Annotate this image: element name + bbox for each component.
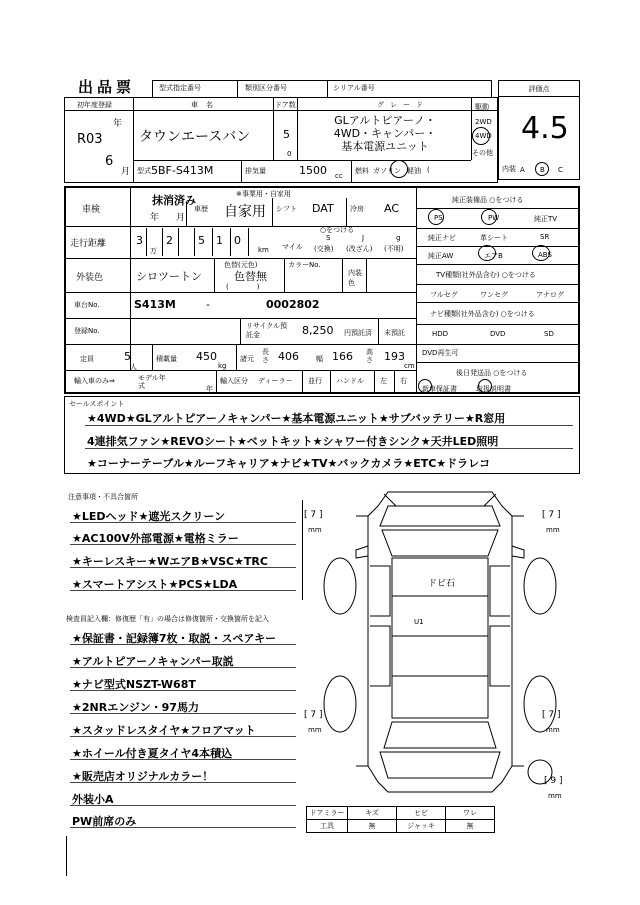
displacement-value: 1500 bbox=[299, 164, 327, 177]
sales-point-line-1: ★4WD★GLアルトピアーノキャンパー★基本電源ユニット★サブバッテリー★R窓用 bbox=[87, 412, 506, 425]
handle-left: 左 bbox=[380, 377, 387, 385]
inspection-line-2: ★アルトピアーノキャンパー取説 bbox=[72, 655, 234, 668]
chassis-dash: - bbox=[206, 298, 210, 311]
sales-points-title: セールスポイント bbox=[69, 400, 125, 408]
tire-fr-value: 7 bbox=[548, 510, 555, 520]
length-label: 長さ bbox=[262, 348, 269, 364]
header-id-fields bbox=[152, 80, 492, 98]
interior-b: B bbox=[540, 166, 545, 174]
length-value: 406 bbox=[278, 350, 299, 363]
fuel-gasoline: ガソリン bbox=[373, 167, 401, 175]
legend-jack-value: 無 bbox=[446, 820, 495, 833]
equip-tv: 純正TV bbox=[534, 215, 558, 223]
navi-hdd: HDD bbox=[432, 330, 449, 338]
ac-value: AC bbox=[384, 202, 400, 215]
load-unit: kg bbox=[218, 362, 227, 370]
chassis-number: 0002802 bbox=[266, 298, 320, 311]
load-label: 積載量 bbox=[156, 355, 177, 363]
original-color-value: 色替無 bbox=[234, 270, 267, 283]
handle-right: 右 bbox=[400, 377, 407, 385]
grade-value bbox=[305, 114, 465, 153]
inspection-line-7: ★販売店オリジナルカラー！ bbox=[72, 770, 214, 783]
tire-fl-value: 7 bbox=[310, 510, 317, 520]
tire-fr: [ 7 ] bbox=[542, 510, 561, 520]
exterior-color-label: 外装色 bbox=[76, 273, 104, 283]
inspection-line-6: ★ホイール付き夏タイヤ4本積込 bbox=[72, 747, 233, 760]
fuel-label: 燃料 bbox=[355, 167, 369, 175]
fuel-diesel: 軽油 bbox=[407, 167, 421, 175]
import-parallel: 並行 bbox=[308, 377, 322, 385]
tv-type-title: TV種類(社外品含む) ○をつける bbox=[436, 271, 536, 279]
inspection-line-3: ★ナビ型式NSZT-W68T bbox=[72, 678, 196, 691]
car-name-label: 車名 bbox=[191, 101, 221, 109]
mileage-digit-1: 3 bbox=[136, 234, 143, 247]
import-route-label: 輸入区分 bbox=[220, 377, 248, 385]
sales-point-line-3: ★コーナーテーブル★ルーフキャリア★ナビ★TV★バックカメラ★ETC★ドラレコ bbox=[87, 457, 491, 470]
shaken-label: 車検 bbox=[82, 205, 101, 215]
drive-4wd: 4WD bbox=[475, 132, 492, 140]
tv-fullseg: フルセグ bbox=[430, 291, 458, 299]
year-era: R03 bbox=[77, 132, 103, 147]
equip-ps: PS bbox=[434, 214, 443, 222]
navi-dvd: DVD bbox=[490, 330, 506, 338]
shift-label: シフト bbox=[276, 205, 297, 213]
shaken-month: 月 bbox=[176, 213, 186, 223]
inspection-line-4: ★2NRエンジン・97馬力 bbox=[72, 701, 199, 714]
equip-ps-circle bbox=[428, 209, 444, 225]
year-mark: 年 bbox=[113, 119, 123, 129]
tire-fl-unit: mm bbox=[308, 526, 322, 534]
tire-rl-value: 7 bbox=[310, 710, 317, 720]
recycle-unit: 円預託済 bbox=[344, 329, 372, 337]
doors-value: 5 bbox=[283, 128, 290, 141]
post-shipping-title: 後日発送品 ○をつける bbox=[456, 369, 528, 377]
model-year-unit: 年 bbox=[206, 385, 213, 393]
mileage-digit-3: 5 bbox=[198, 234, 205, 247]
tv-oneseg: ワンセグ bbox=[480, 291, 508, 299]
legend-header-crack: ヒビ bbox=[397, 807, 446, 820]
mileage-opt-exchange: S bbox=[326, 234, 331, 242]
exterior-color-value: シロツートン bbox=[136, 270, 202, 283]
note-line-4: ★スマートアシスト★PCS★LDA bbox=[72, 578, 238, 591]
history-label: 車歴 bbox=[194, 205, 208, 213]
navi-type-title: ナビ種類(社外品含む) ○をつける bbox=[430, 310, 535, 318]
tire-rl: [ 7 ] bbox=[304, 710, 323, 720]
history-value: 自家用 bbox=[224, 204, 266, 220]
spare-tire-unit: mm bbox=[548, 792, 562, 800]
height-value: 193 bbox=[384, 350, 405, 363]
ac-label: 冷房 bbox=[350, 205, 364, 213]
mileage-label: 走行距離 bbox=[70, 239, 107, 249]
mileage-digit-4: 1 bbox=[216, 234, 223, 247]
capacity-unit: 人 bbox=[130, 363, 137, 371]
recycle-unpaid: 未預託 bbox=[384, 329, 405, 337]
tire-rr-value: 7 bbox=[548, 710, 555, 720]
fuel-gasoline-circle bbox=[390, 160, 408, 178]
mileage-opt-unknown: g bbox=[396, 234, 401, 242]
equip-navi: 純正ナビ bbox=[428, 234, 456, 242]
tv-analog: アナログ bbox=[536, 291, 564, 299]
size-label: 諸元 bbox=[240, 355, 254, 363]
damage-mark-mid: U1 bbox=[414, 618, 424, 626]
drive-4wd-circle bbox=[472, 127, 490, 145]
equip-pw-circle bbox=[481, 209, 500, 225]
post-warranty-circle bbox=[418, 379, 432, 393]
doors-label: ドア数 bbox=[275, 101, 296, 109]
navi-sd: SD bbox=[544, 330, 554, 338]
grade-line-3: 基本電源ユニット bbox=[341, 140, 429, 153]
equip-airbag: エアB bbox=[484, 252, 503, 260]
grade-line-1: GLアルトピアーノ・ bbox=[334, 114, 436, 127]
legend-jack: ジャッキ bbox=[397, 820, 446, 833]
displacement-unit: cc bbox=[335, 172, 343, 180]
displacement-label: 排気量 bbox=[245, 167, 266, 175]
car-name: タウンエースバン bbox=[139, 129, 251, 145]
import-label: 輸入車のみ⇒ bbox=[74, 377, 115, 385]
tire-rr-unit: mm bbox=[546, 726, 560, 734]
equip-abs-circle bbox=[532, 245, 550, 261]
inspection-box bbox=[62, 624, 302, 836]
model-value: 5BF-S413M bbox=[151, 164, 214, 177]
load-value: 450 bbox=[196, 350, 217, 363]
notes-box bbox=[62, 500, 303, 600]
height-label: 高さ bbox=[366, 348, 373, 364]
drive-other: その他 bbox=[472, 149, 493, 157]
grade-label: グレード bbox=[377, 101, 429, 109]
equipment-title: 純正装備品 ○をつける bbox=[452, 196, 524, 204]
tire-rl-unit: mm bbox=[308, 726, 322, 734]
serial-number-label: シリアル番号 bbox=[333, 84, 375, 92]
mileage-unit-km: km bbox=[258, 246, 269, 254]
legend-header-break: ワレ bbox=[446, 807, 495, 820]
score-value: 4.5 bbox=[521, 111, 569, 146]
shaken-year: 年 bbox=[150, 213, 160, 223]
interior-b-circle bbox=[535, 162, 549, 176]
equip-airbag-circle bbox=[478, 245, 496, 261]
capacity-label: 定員 bbox=[80, 355, 94, 363]
spare-tire-value: 9 bbox=[550, 776, 557, 786]
note-line-1: ★LEDヘッド★遮光スクリーン bbox=[72, 510, 226, 523]
inspection-line-8: 外装小A bbox=[72, 793, 114, 806]
page-title: 出品票 bbox=[78, 78, 136, 96]
car-body-diagram bbox=[300, 486, 580, 816]
mileage-opt-tamper-label: (改ざん) bbox=[346, 245, 373, 253]
original-color-label: 色替(元色) bbox=[224, 261, 258, 269]
sales-point-line-2: 4連排気ファン★REVOシート★ベットキット★シャワー付きシンク★天井LED照明 bbox=[87, 435, 499, 448]
interior-c: C bbox=[558, 166, 563, 174]
color-number-label: カラーNo. bbox=[288, 261, 321, 269]
inspection-line-9: PW前席のみ bbox=[72, 815, 137, 828]
legend-tools: 工具 bbox=[307, 820, 348, 833]
registration-label: 登録No. bbox=[74, 327, 100, 335]
chassis-model: S413M bbox=[134, 298, 176, 311]
import-dealer: ディーラー bbox=[258, 377, 293, 385]
size-unit: cm bbox=[404, 362, 415, 370]
month-mark: 月 bbox=[121, 167, 131, 177]
drive-label: 駆動 bbox=[475, 103, 489, 111]
history-note: ※事業用・自家用 bbox=[236, 190, 291, 198]
left-margin-line bbox=[66, 836, 67, 876]
interior-color-label: 内装色 bbox=[348, 269, 362, 287]
tire-fl: [ 7 ] bbox=[304, 510, 323, 520]
shift-value: DAT bbox=[312, 202, 334, 215]
first-registration-label: 初年度登録 bbox=[77, 101, 112, 109]
post-manual-circle bbox=[478, 379, 492, 393]
notes-title: 注意事項・不具合箇所 bbox=[68, 493, 138, 501]
mile-label: マイル bbox=[282, 243, 303, 251]
doors-sub: 0 bbox=[287, 150, 292, 158]
tire-fr-unit: mm bbox=[546, 526, 560, 534]
score-label: 評価点 bbox=[528, 85, 550, 93]
model-label: 型式 bbox=[137, 167, 151, 175]
equip-leather: 革シート bbox=[480, 234, 508, 242]
shaken-value: 抹消済み bbox=[152, 194, 196, 207]
width-label: 幅 bbox=[316, 355, 323, 363]
month-value: 6 bbox=[105, 154, 114, 169]
sales-points-box bbox=[64, 396, 580, 474]
recycle-value: 8,250 bbox=[302, 324, 334, 337]
note-line-2: ★AC100V外部電源★電格ミラー bbox=[72, 532, 239, 545]
main-spec-table bbox=[64, 186, 580, 394]
original-color-paren: ( ) bbox=[226, 283, 260, 291]
chassis-label: 車台No. bbox=[74, 301, 100, 309]
grade-line-2: 4WD・キャンパー・ bbox=[333, 127, 437, 140]
model-year-label: モデル年式 bbox=[138, 374, 166, 390]
equip-aw: 純正AW bbox=[428, 252, 454, 260]
width-value: 166 bbox=[332, 350, 353, 363]
equip-pw: PW bbox=[488, 214, 500, 222]
dvd-playable: DVD再生可 bbox=[422, 349, 459, 357]
mileage-opt-exchange-label: (交換) bbox=[314, 245, 334, 253]
equip-sr: SR bbox=[540, 233, 550, 241]
mileage-unit-man: 万 bbox=[150, 247, 157, 255]
tire-rr: [ 7 ] bbox=[542, 710, 561, 720]
mileage-digit-5: 0 bbox=[234, 234, 241, 247]
legend-header-scratch: キズ bbox=[348, 807, 397, 820]
capacity-value: 5 bbox=[124, 350, 131, 363]
model-designation-label: 型式指定番号 bbox=[159, 84, 201, 92]
legend-header-mirror: ドアミラー bbox=[307, 807, 348, 820]
vehicle-info-row: 初年度登録 車名 ドア数 グレード 駆動 2WD 4WD その他 R03 年 6 月 タウンエースバン 5 0 GLアルトピアーノ・ 4WD・キャンパー・ 基本電源ユニット 型式 5BF-S413M 排気量 1500 cc 燃料 ガソリン 軽油 ( bbox=[64, 97, 498, 183]
category-number-label: 類別区分番号 bbox=[245, 84, 287, 92]
inspection-line-5: ★スタッドレスタイヤ★フロアマット bbox=[72, 724, 256, 737]
post-manual: 取扱説明書 bbox=[476, 385, 511, 393]
legend-tools-value: 無 bbox=[348, 820, 397, 833]
post-warranty: 新車保証書 bbox=[422, 385, 457, 393]
mileage-opt-unknown-label: (不明) bbox=[384, 245, 404, 253]
equip-abs: ABS bbox=[538, 251, 552, 259]
recycle-label: リサイクル預託金 bbox=[246, 322, 288, 339]
inspection-line-1: ★保証書・記録簿7枚・取説・スペアキー bbox=[72, 632, 277, 645]
note-line-3: ★キーレスキー★WエアB★VSC★TRC bbox=[72, 555, 268, 568]
mileage-digit-2: 2 bbox=[166, 234, 173, 247]
interior-label: 内装 bbox=[502, 165, 516, 173]
damage-mark-front: ドビ石 bbox=[428, 579, 456, 589]
interior-a: A bbox=[520, 166, 525, 174]
drive-2wd: 2WD bbox=[475, 118, 492, 126]
spare-tire: [ 9 ] bbox=[544, 776, 563, 786]
legend-table bbox=[306, 806, 495, 833]
inspection-title: 検査員記入欄：修復歴「有」の場合は修復箇所・交換箇所を記入 bbox=[66, 615, 269, 623]
mileage-circle-note: ○をつける bbox=[320, 226, 355, 234]
mileage-opt-tamper: J bbox=[362, 234, 365, 242]
handle-label: ハンドル bbox=[336, 377, 364, 385]
